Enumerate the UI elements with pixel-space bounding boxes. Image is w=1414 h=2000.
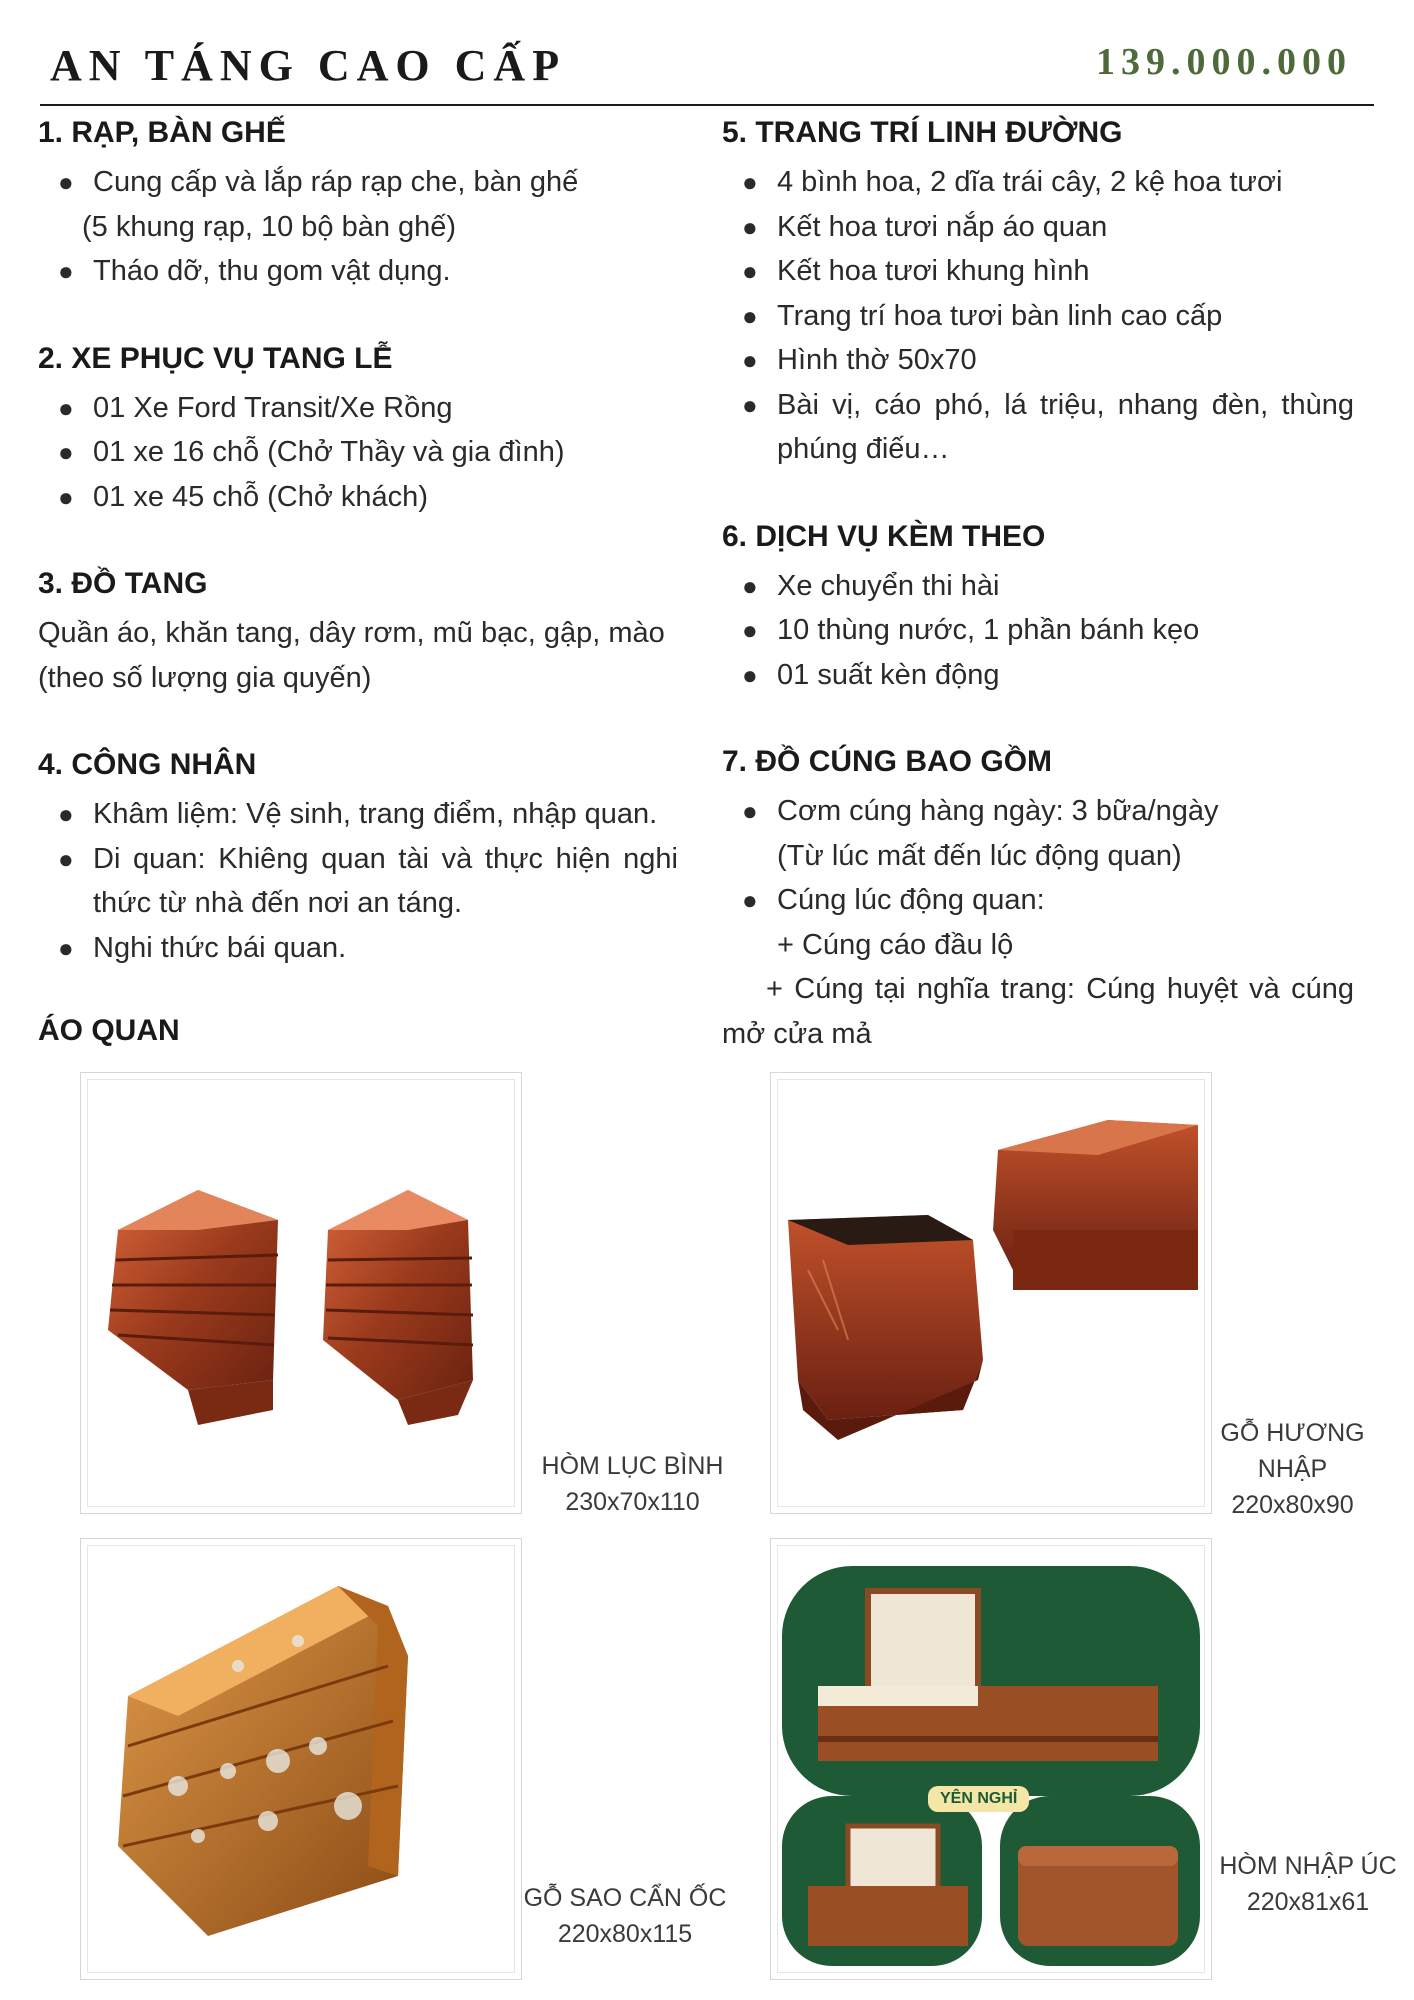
- bullet-icon: ●: [58, 167, 74, 197]
- bullet-icon: ●: [58, 392, 74, 423]
- product-size: 220x81x61: [1246, 1888, 1370, 1916]
- bullet-icon: ●: [742, 211, 758, 242]
- list-item: ● Khâm liệm: Vệ sinh, trang điểm, nhập quan.: [38, 792, 678, 837]
- product-size: 220x80x90: [1231, 1491, 1354, 1519]
- coffin-image: [87, 1545, 515, 1973]
- yen-nghi-badge: YÊN NGHỈ: [928, 1786, 1029, 1812]
- page-title: AN TÁNG CAO CẤP: [50, 41, 567, 90]
- list-note: (Từ lúc mất đến lúc động quan): [777, 839, 1182, 872]
- bullet-icon: ●: [742, 256, 758, 286]
- section-title: 3. ĐỒ TANG: [38, 567, 208, 600]
- bullet-icon: ●: [742, 167, 758, 197]
- section-title: 6. DỊCH VỤ KÈM THEO: [722, 519, 1046, 553]
- list-item: ● Cúng lúc động quan:: [722, 878, 1354, 923]
- section-mourning-attire: [38, 563, 678, 700]
- list-item: ● Kết hoa tươi khung hình: [722, 249, 1354, 294]
- list-item: ● 4 bình hoa, 2 dĩa trái cây, 2 kệ hoa tươi: [722, 160, 1354, 205]
- section-title: 7. ĐỒ CÚNG BAO GỒM: [722, 745, 1053, 778]
- bullet-icon: ●: [742, 570, 758, 601]
- bullet-icon: ●: [742, 300, 758, 331]
- product-name: GỖ HƯƠNG NHẬP: [1220, 1419, 1365, 1483]
- product-caption: [1205, 1415, 1380, 1523]
- product-name: HÒM NHẬP ÚC: [1219, 1852, 1397, 1880]
- bullet-icon: ●: [58, 437, 74, 467]
- section-title: 2. XE PHỤC VỤ TANG LỄ: [38, 341, 393, 375]
- section-offerings: [722, 741, 1354, 1056]
- coffin-image: [87, 1079, 515, 1507]
- product-name: HÒM LỤC BÌNH: [541, 1452, 724, 1480]
- product-image-frame: [80, 1538, 522, 1980]
- coffin-illustration: [778, 1546, 1204, 1972]
- coffin-image: [777, 1545, 1205, 1973]
- list-item: ● Trang trí hoa tươi bàn linh cao cấp: [722, 294, 1354, 339]
- section-tent-furniture: [38, 112, 678, 294]
- product-image-frame: [770, 1538, 1212, 1980]
- product-name: GỖ SAO CẨN ỐC: [523, 1884, 727, 1912]
- bullet-icon: ●: [742, 659, 758, 690]
- header-divider: [40, 104, 1374, 106]
- coffin-illustration: [778, 1080, 1204, 1506]
- bullet-icon: ●: [58, 256, 74, 286]
- coffin-image: [777, 1079, 1205, 1507]
- product-caption: [505, 1880, 745, 1952]
- list-item: ● Xe chuyển thi hài: [722, 564, 1354, 609]
- list-item: ● Hình thờ 50x70: [722, 338, 1354, 383]
- section-title: 5. TRANG TRÍ LINH ĐƯỜNG: [722, 116, 1123, 149]
- list-item: ● Bài vị, cáo phó, lá triệu, nhang đèn, thùng phúng điếu…: [722, 383, 1354, 472]
- bullet-icon: ●: [58, 481, 74, 512]
- coffin-illustration: [88, 1546, 514, 1972]
- section-title: 4. CÔNG NHÂN: [38, 748, 257, 781]
- bullet-icon: ●: [58, 799, 74, 829]
- sub-item: + Cúng tại nghĩa trang: Cúng huyệt và cúng mở cửa mả: [722, 973, 1354, 1050]
- product-size: 220x80x115: [557, 1920, 693, 1948]
- list-item: ● Di quan: Khiêng quan tài và thực hiện nghi thức từ nhà đến nơi an táng.: [38, 837, 678, 926]
- product-image-frame: [80, 1072, 522, 1514]
- list-item: ● Tháo dỡ, thu gom vật dụng.: [38, 249, 678, 294]
- list-note: (5 khung rạp, 10 bộ bàn ghế): [82, 210, 457, 243]
- section-title: 1. RẠP, BÀN GHẾ: [38, 116, 286, 149]
- bullet-icon: ●: [58, 843, 74, 874]
- right-column: [722, 112, 1354, 1100]
- list-item: ● 01 xe 45 chỗ (Chở khách): [38, 475, 678, 520]
- product-caption: [525, 1448, 740, 1520]
- list-item: ● Cơm cúng hàng ngày: 3 bữa/ngày: [722, 789, 1354, 834]
- section-extra-services: [722, 516, 1354, 698]
- bullet-icon: ●: [58, 932, 74, 963]
- product-caption: [1212, 1848, 1404, 1920]
- list-item: ● 01 suất kèn động: [722, 653, 1354, 698]
- list-item: ● 01 xe 16 chỗ (Chở Thầy và gia đình): [38, 430, 678, 475]
- section-vehicles: [38, 338, 678, 520]
- bullet-icon: ●: [742, 796, 758, 826]
- list-item: ● 01 Xe Ford Transit/Xe Rồng: [38, 386, 678, 431]
- coffin-section-title: ÁO QUAN: [38, 1014, 180, 1047]
- list-item: ● Kết hoa tươi nắp áo quan: [722, 205, 1354, 250]
- bullet-icon: ●: [742, 389, 758, 420]
- left-column: [38, 112, 678, 1014]
- sub-item: + Cúng cáo đầu lộ: [777, 928, 1014, 961]
- list-item: ● Nghi thức bái quan.: [38, 926, 678, 971]
- bullet-icon: ●: [742, 615, 758, 645]
- list-item: ● 10 thùng nước, 1 phần bánh kẹo: [722, 608, 1354, 653]
- section-altar-decoration: [722, 112, 1354, 472]
- bullet-icon: ●: [742, 885, 758, 915]
- section-workers: [38, 744, 678, 970]
- product-size: 230x70x110: [565, 1488, 700, 1516]
- product-image-frame: [770, 1072, 1212, 1514]
- package-price: 139.000.000: [1096, 41, 1352, 83]
- section-text: Quần áo, khăn tang, dây rơm, mũ bạc, gập, mào (theo số lượng gia quyến): [38, 617, 665, 694]
- list-item: ● Cung cấp và lắp ráp rạp che, bàn ghế: [38, 160, 678, 205]
- bullet-icon: ●: [742, 345, 758, 375]
- coffin-illustration: [88, 1080, 514, 1506]
